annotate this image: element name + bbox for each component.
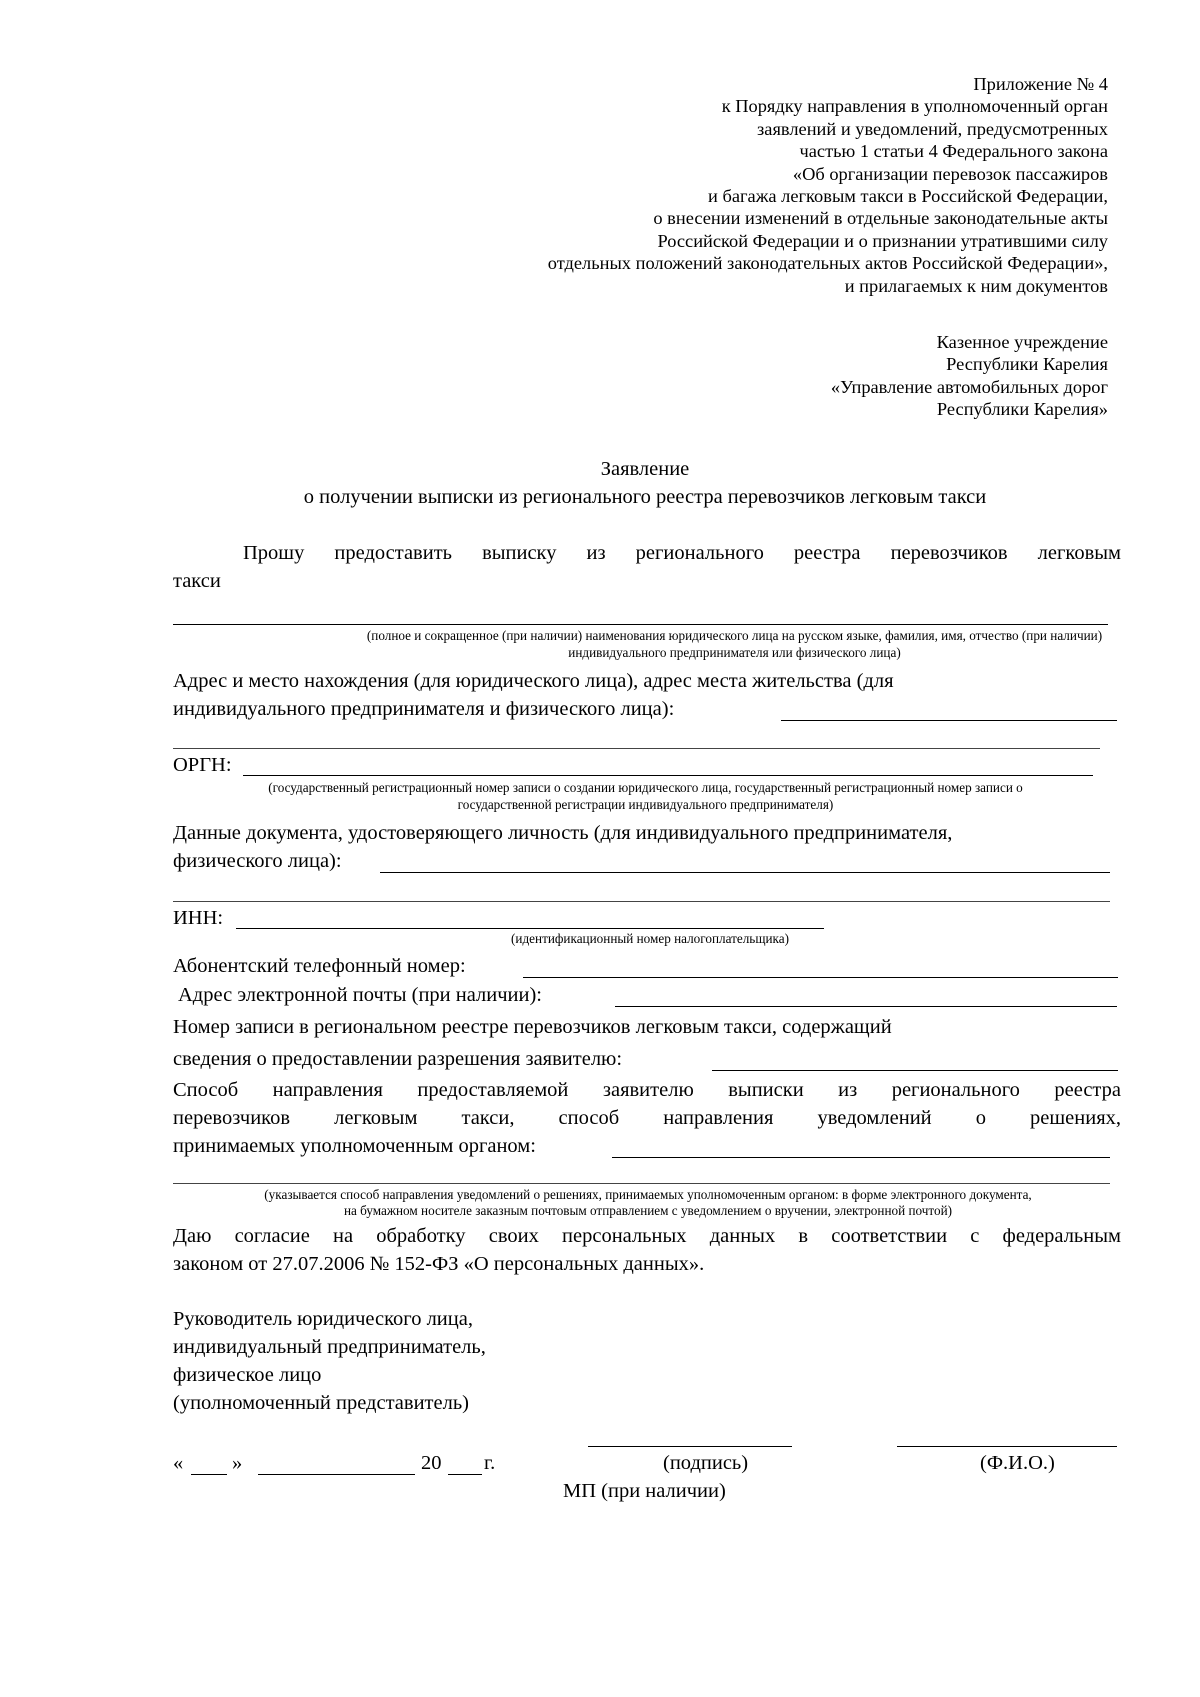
recipient-block: [608, 331, 1108, 421]
appendix-line: заявлений и уведомлений, предусмотренных: [757, 118, 1108, 139]
request-text-line-1: Прошу предоставить выписку из регионального реестра перевозчиков легковым: [243, 542, 1121, 564]
document-title: Заявление: [600, 458, 690, 480]
inn-field[interactable]: [236, 928, 824, 929]
inn-hint: (идентификационный номер налогоплательщика): [511, 931, 789, 946]
appendix-line: «Об организации перевозок пассажиров: [792, 163, 1108, 184]
ogrn-field[interactable]: [243, 775, 1093, 776]
id-document-field-continuation[interactable]: [173, 901, 1110, 902]
id-document-label-line-1: Данные документа, удостоверяющего личность (для индивидуального предпринимателя,: [173, 822, 953, 844]
id-document-field[interactable]: [380, 872, 1110, 873]
email-field[interactable]: [615, 1006, 1117, 1007]
appendix-header: [408, 73, 1108, 297]
appendix-line: и прилагаемых к ним документов: [844, 275, 1108, 296]
delivery-method-field-continuation[interactable]: [173, 1183, 1110, 1184]
applicant-name-field[interactable]: [173, 624, 1108, 625]
signatory-line: индивидуальный предприниматель,: [173, 1336, 486, 1358]
date-quote-close: »: [232, 1452, 243, 1474]
recipient-line: Республики Карелия: [946, 354, 1108, 375]
appendix-line: отдельных положений законодательных актов Российской Федерации»,: [547, 253, 1108, 274]
address-label-line-2: индивидуального предпринимателя и физического лица):: [173, 698, 675, 720]
ogrn-hint-1: (государственный регистрационный номер записи о создании юридического лица, государственный регистрационный номер записи о: [268, 780, 1023, 795]
signature-line[interactable]: [588, 1446, 792, 1447]
appendix-line: и багажа легковым такси в Российской Федерации,: [708, 186, 1108, 207]
appendix-line: о внесении изменений в отдельные законодательные акты: [653, 208, 1108, 229]
signatory-line: физическое лицо: [173, 1364, 322, 1386]
address-label-line-1: Адрес и место нахождения (для юридического лица), адрес места жительства (для: [173, 670, 894, 692]
recipient-line: Казенное учреждение: [936, 332, 1108, 352]
delivery-method-hint-1: (указывается способ направления уведомлений о решениях, принимаемых уполномоченным органом: в форме электронного документа,: [264, 1187, 1032, 1202]
delivery-method-field[interactable]: [612, 1157, 1110, 1158]
applicant-name-hint-1: (полное и сокращенное (при наличии) наименования юридического лица на русском языке, фамилия, имя, отчество (при наличии): [366, 628, 1103, 643]
phone-field[interactable]: [523, 977, 1118, 978]
applicant-name-hint-2: индивидуального предпринимателя или физического лица): [568, 645, 901, 660]
consent-text-line-2: законом от 27.07.2006 № 152-ФЗ «О персональных данных».: [173, 1253, 705, 1275]
date-quote-open: «: [173, 1452, 184, 1474]
phone-label: Абонентский телефонный номер:: [173, 955, 466, 977]
delivery-method-label-line-3: принимаемых уполномоченным органом:: [173, 1135, 536, 1157]
id-document-label-line-2: физического лица):: [173, 850, 342, 872]
date-month-field[interactable]: [258, 1474, 415, 1475]
date-year-prefix: 20: [421, 1452, 442, 1474]
delivery-method-label-line-1: Способ направления предоставляемой заявителю выписки из регионального реестра: [173, 1079, 1121, 1101]
date-day-field[interactable]: [191, 1474, 227, 1475]
registry-record-field[interactable]: [712, 1070, 1118, 1071]
delivery-method-label-line-2: перевозчиков легковым такси, способ направления уведомлений о решениях,: [173, 1107, 1121, 1129]
request-text-line-2: такси: [173, 570, 221, 592]
registry-record-label-line-1: Номер записи в региональном реестре перевозчиков легковым такси, содержащий: [173, 1016, 892, 1038]
delivery-method-hint-2: на бумажном носителе заказным почтовым отправлением с уведомлением о вручении, электронной почтой): [343, 1203, 953, 1218]
address-field[interactable]: [781, 720, 1117, 721]
appendix-line: частью 1 статьи 4 Федерального закона: [799, 141, 1108, 162]
consent-text-line-1: Даю согласие на обработку своих персональных данных в соответствии с федеральным: [173, 1225, 1121, 1247]
signatory-line: (уполномоченный представитель): [173, 1392, 469, 1414]
registry-record-label-line-2: сведения о предоставлении разрешения заявителю:: [173, 1048, 623, 1070]
appendix-line: к Порядку направления в уполномоченный орган: [721, 96, 1108, 117]
fio-line[interactable]: [897, 1446, 1117, 1447]
fio-label: (Ф.И.О.): [980, 1452, 1055, 1474]
ogrn-label: ОРГН:: [173, 754, 232, 776]
document-subtitle: о получении выписки из регионального реестра перевозчиков легковым такси: [303, 486, 987, 508]
date-year-suffix: г.: [484, 1452, 496, 1474]
ogrn-hint-2: государственной регистрации индивидуального предпринимателя): [457, 797, 834, 812]
email-label: Адрес электронной почты (при наличии):: [178, 984, 542, 1006]
date-year-field[interactable]: [448, 1474, 482, 1475]
appendix-line: Российской Федерации и о признании утратившими силу: [657, 230, 1108, 251]
stamp-label: МП (при наличии): [563, 1480, 726, 1502]
signatory-line: Руководитель юридического лица,: [173, 1308, 473, 1330]
recipient-line: Республики Карелия»: [936, 399, 1108, 420]
appendix-line: Приложение № 4: [973, 74, 1108, 94]
recipient-line: «Управление автомобильных дорог: [830, 376, 1108, 397]
signature-label: (подпись): [663, 1452, 749, 1474]
inn-label: ИНН:: [173, 907, 224, 929]
address-field-continuation[interactable]: [173, 748, 1100, 749]
